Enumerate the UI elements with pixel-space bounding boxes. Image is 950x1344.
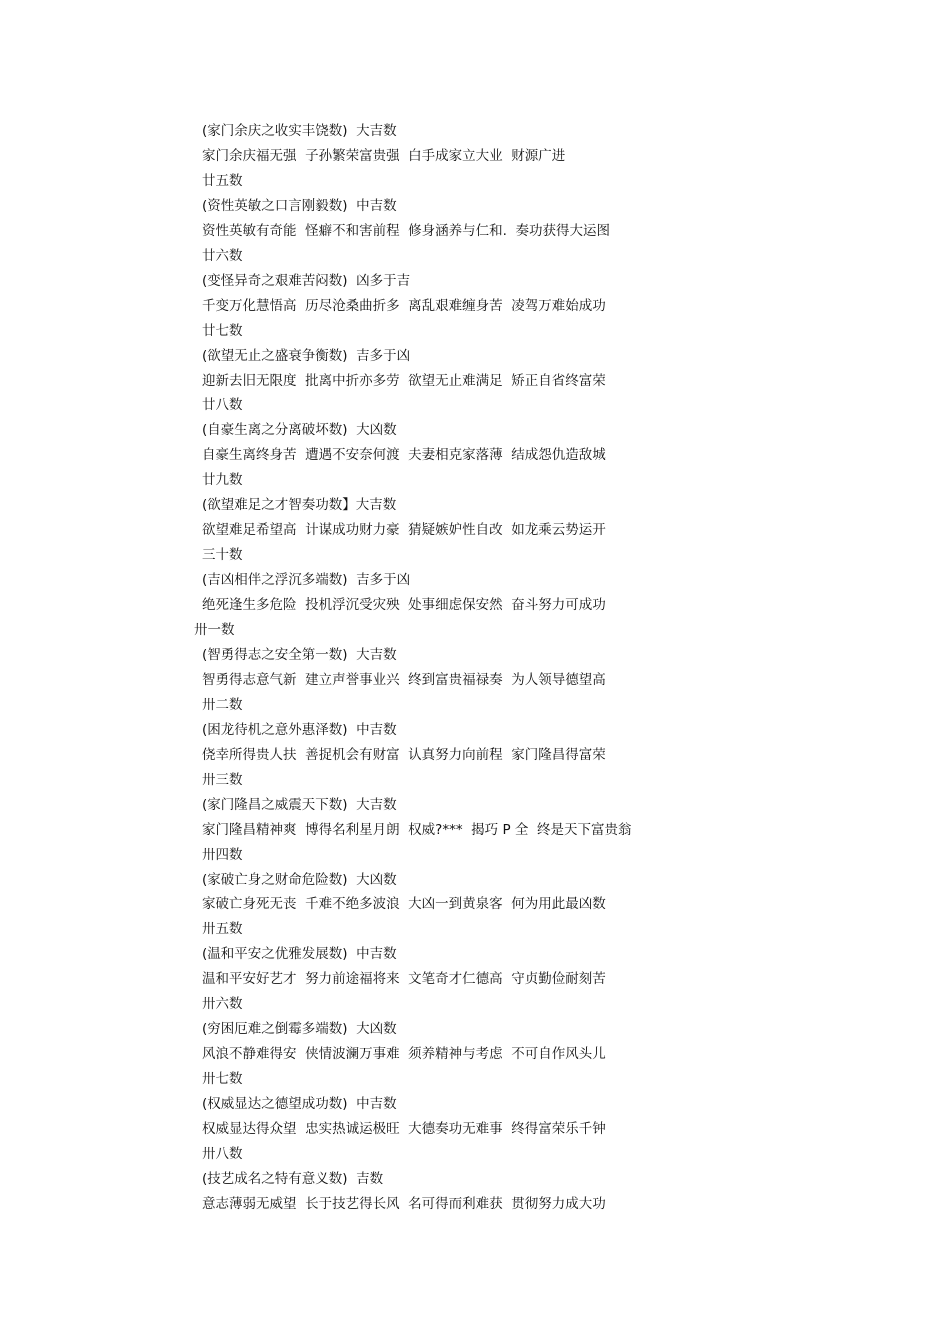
text-line: 意志薄弱无威望 长于技艺得长风 名可得而利难获 贯彻努力成大功 [202,1195,606,1212]
text-line: 廿七数 [202,322,243,339]
text-line: (变怪异奇之艰难苦闷数) 凶多于吉 [202,272,411,289]
text-line: 家门隆昌精神爽 博得名利星月朗 权威?*** 揭巧 P 全 终是天下富贵翁 [202,821,632,838]
text-line: 资性英敏有奇能 怪癖不和害前程 修身涵养与仁和. 奏功获得大运图 [202,222,611,239]
text-line: 温和平安好艺才 努力前途福将来 文笔奇才仁德高 守贞勤俭耐刻苦 [202,971,606,988]
text-line: (自豪生离之分离破坏数) 大凶数 [202,422,397,439]
text-line: 侥幸所得贵人扶 善捉机会有财富 认真努力向前程 家门隆昌得富荣 [202,746,606,763]
text-line: 权威显达得众望 忠实热诚运极旺 大德奏功无难事 终得富荣乐千钟 [202,1121,606,1137]
text-line: 卅八数 [202,1145,243,1162]
text-line: 廿五数 [202,172,243,189]
text-line: 智勇得志意气新 建立声誉事业兴 终到富贵福禄奏 为人领导德望高 [202,671,606,688]
text-line: (权威显达之德望成功数) 中吉数 [202,1096,397,1113]
text-line: 千变万化慧悟高 历尽沧桑曲折多 离乱艰难缠身苦 凌驾万难始成功 [202,297,606,314]
text-line: 绝死逢生多危险 投机浮沉受灾殃 处事细虑保安然 奋斗努力可成功 [202,597,606,614]
text-line: 卅一数 [194,622,235,638]
text-line: 廿八数 [202,397,243,414]
text-line: (穷困厄难之倒霉多端数) 大凶数 [202,1021,397,1038]
text-line: 三十数 [202,547,243,564]
text-line: (家破亡身之财命危险数) 大凶数 [202,871,397,888]
text-line: (家门余庆之收实丰饶数) 大吉数 [202,123,397,139]
text-line: (温和平安之优雅发展数) 中吉数 [202,946,397,963]
text-line: 廿九数 [202,472,243,489]
text-line: 卅三数 [202,771,243,788]
text-line: (家门隆昌之威震天下数) 大吉数 [202,796,397,813]
text-line: 迎新去旧无限度 批离中折亦多劳 欲望无止难满足 矫正自省终富荣 [202,372,606,389]
text-line: (吉凶相伴之浮沉多端数) 吉多于凶 [202,572,411,589]
text-line: 卅二数 [202,696,243,713]
text-line: 风浪不静难得安 侠情波澜万事难 须养精神与考虑 不可自作风头儿 [202,1046,606,1063]
text-line: 卅四数 [202,846,243,863]
text-line: 家破亡身死无丧 千难不绝多波浪 大凶一到黄泉客 何为用此最凶数 [202,896,606,913]
text-line: 欲望难足希望高 计谋成功财力豪 猜疑嫉妒性自改 如龙乘云势运开 [202,522,606,539]
text-line: (技艺成名之特有意义数) 吉数 [202,1170,384,1187]
text-line: (欲望无止之盛衰争衡数) 吉多于凶 [202,347,411,364]
text-line: (资性英敏之口言刚毅数) 中吉数 [202,197,397,214]
text-line: 家门余庆福无强 子孙繁荣富贵强 白手成家立大业 财源广进 [202,147,566,164]
text-line: (欲望难足之才智奏功数】大吉数 [202,497,397,514]
text-line: 廿六数 [202,247,243,264]
text-line: 卅五数 [202,921,243,938]
text-line: 卅六数 [202,996,243,1013]
text-line: (困龙待机之意外惠泽数) 中吉数 [202,721,397,738]
text-line: (智勇得志之安全第一数) 大吉数 [202,646,397,663]
text-line: 自豪生离终身苦 遭遇不安奈何渡 夫妻相克家落薄 结成怨仇造敌城 [202,447,606,464]
text-line: 卅七数 [202,1071,243,1088]
